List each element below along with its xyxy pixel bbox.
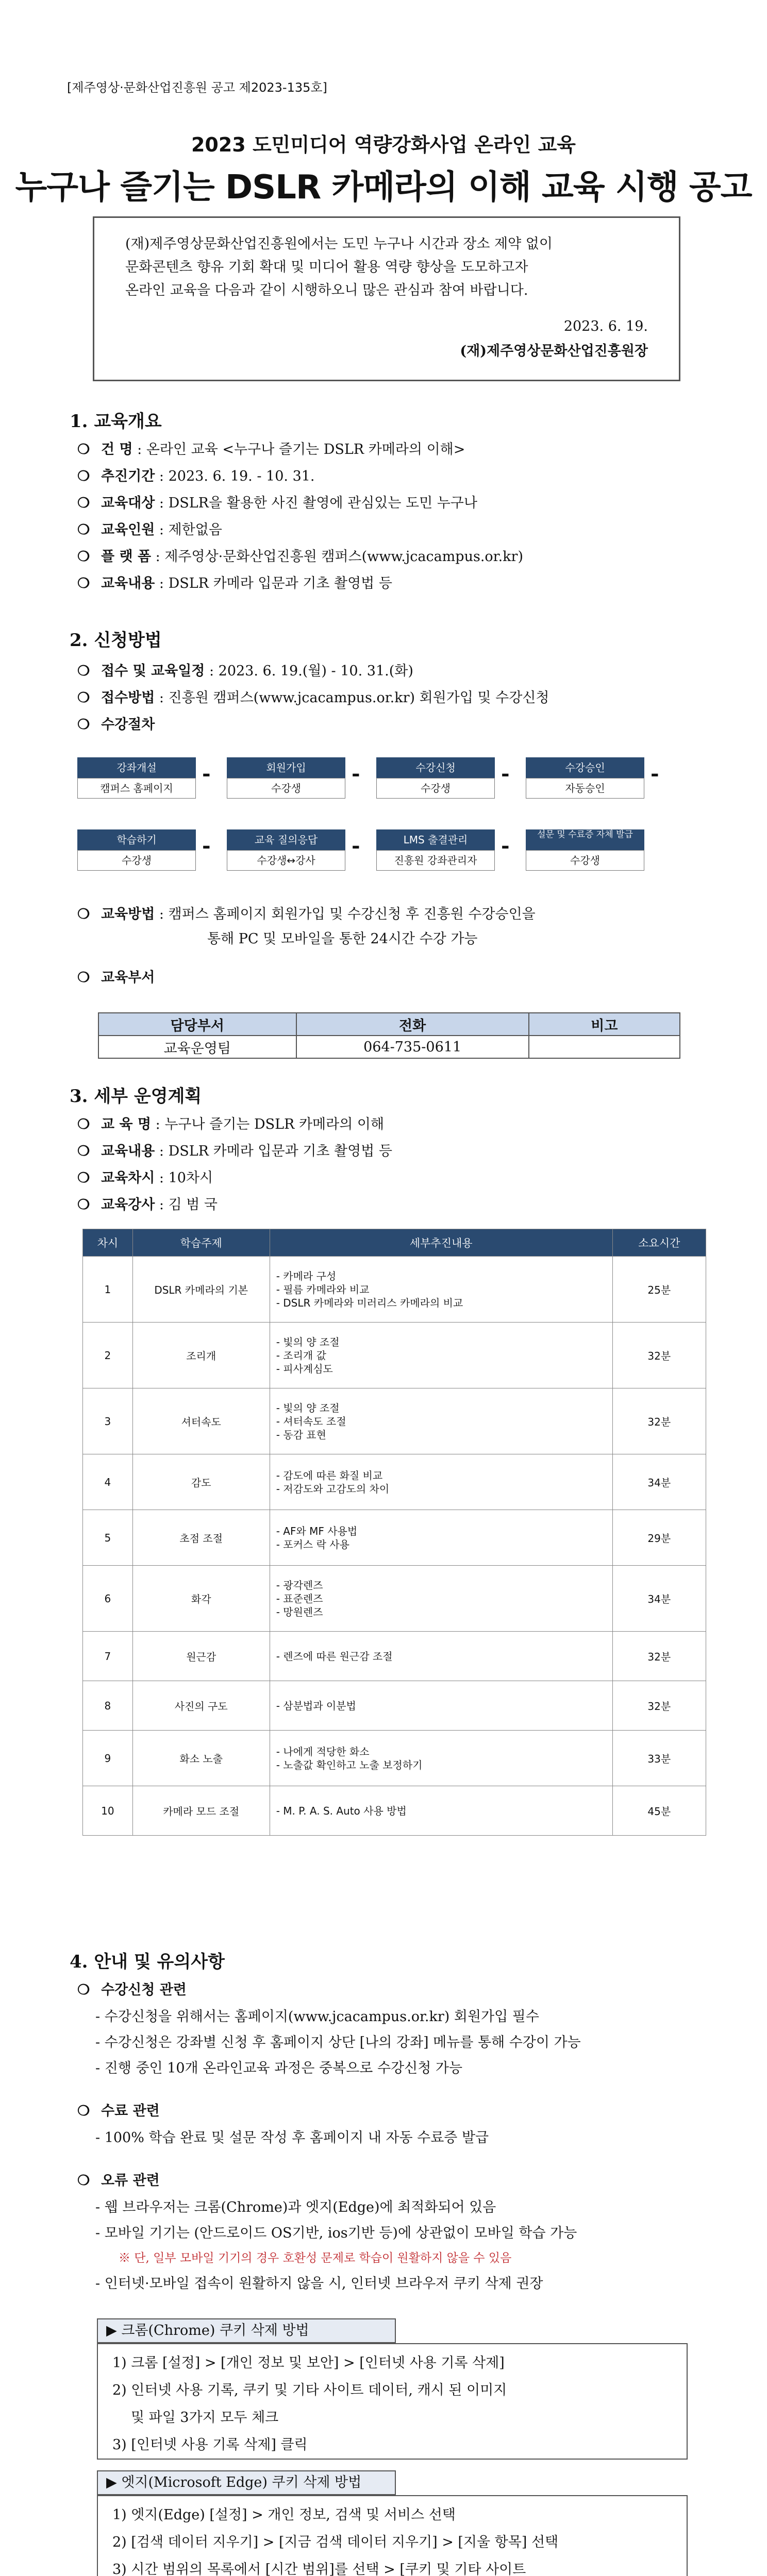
chrome-step: 1) 크롬 [설정] > [개인 정보 및 보안] > [인터넷 사용 기록 삭제] (112, 2355, 505, 2371)
flow-step-sub: 캠퍼스 홈페이지 (77, 778, 196, 799)
curriculum-no: 7 (83, 1632, 133, 1681)
flow-step-sub: 수강생 (526, 850, 644, 871)
flow-step-head: 학습하기 (77, 829, 196, 850)
s3-item (77, 1166, 213, 1187)
curriculum-detail-line: - 필름 카메라와 비교 (276, 1283, 370, 1296)
bullet-icon: ❍ (77, 549, 90, 565)
chrome-step: 및 파일 3가지 모두 체크 (131, 2410, 279, 2426)
curriculum-detail-line: - AF와 MF 사용법 (276, 1524, 358, 1537)
curriculum-row (83, 1681, 706, 1731)
s3-item-value: : 10차시 (159, 1170, 213, 1186)
curriculum-row (83, 1388, 706, 1454)
s2-item-label: 접수방법 (101, 690, 155, 706)
curriculum-topic: 조리개 (132, 1323, 270, 1388)
s1-item-label: 교육대상 (101, 495, 155, 511)
s3-item-value: : 누구나 즐기는 DSLR 카메라의 이해 (155, 1116, 385, 1132)
flow-step-sub: 수강생 (227, 778, 345, 799)
s4-line: - 진행 중인 10개 온라인교육 과정은 중복으로 수강신청 가능 (95, 2060, 463, 2076)
flow-arrow-icon: - (352, 834, 360, 858)
bullet-icon: ❍ (77, 468, 90, 484)
curriculum-no: 5 (83, 1510, 133, 1566)
s1-item (77, 545, 523, 565)
curriculum-details (270, 1632, 612, 1681)
s4-line: - 100% 학습 완료 및 설문 작성 후 홈페이지 내 자동 수료증 발급 (95, 2130, 489, 2146)
bullet-icon: ❍ (77, 1116, 90, 1132)
s1-item-label: 추진기간 (101, 468, 155, 484)
s4-line: - 수강신청을 위해서는 홈페이지(www.jcacampus.or.kr) 회원가입 필수 (95, 2009, 539, 2025)
s1-item (77, 492, 477, 512)
s4-sub-label: 오류 관련 (101, 2173, 160, 2189)
dept-table (98, 1012, 680, 1059)
edge-step: 3) 시간 범위의 목록에서 [시간 범위]를 선택 > [쿠키 및 기타 사이트 (112, 2562, 526, 2576)
s4-sub (77, 1978, 187, 1998)
s4-warning: ※ 단, 일부 모바일 기기의 경우 호환성 문제로 학습이 원활하지 않을 수 있음 (119, 2251, 512, 2265)
curriculum-time: 32분 (612, 1388, 706, 1454)
flow-step-sub: 수강생↔강사 (227, 850, 345, 871)
flow-step-sub: 자동승인 (526, 778, 644, 799)
curriculum-row (83, 1786, 706, 1836)
flow-step-head: LMS 출결관리 (376, 829, 495, 850)
chrome-box-title: ▶ 크롬(Chrome) 쿠키 삭제 방법 (97, 2318, 396, 2343)
s4-line: - 웹 브라우저는 크롬(Chrome)과 엣지(Edge)에 최적화되어 있음 (95, 2199, 496, 2215)
bullet-icon: ❍ (77, 663, 90, 679)
s1-item (77, 572, 392, 592)
flow-step-sub: 수강생 (77, 850, 196, 871)
s1-item-label: 건 명 (101, 442, 133, 457)
s4-sub-label: 수료 관련 (101, 2103, 160, 2119)
bullet-icon: ❍ (77, 522, 90, 538)
bullet-icon: ❍ (77, 2103, 90, 2119)
flow-step-head: 설문 및 수료증 자체 발급 (526, 829, 644, 850)
intro-box (93, 216, 680, 381)
curriculum-topic: 화소 노출 (132, 1731, 270, 1786)
flow-step-head: 회원가입 (227, 757, 345, 778)
curr-header: 차시 (83, 1229, 133, 1257)
bullet-icon: ❍ (77, 690, 90, 706)
s1-item-value: : 2023. 6. 19. - 10. 31. (159, 468, 315, 484)
curriculum-table (82, 1229, 706, 1836)
curr-header: 소요시간 (612, 1229, 706, 1257)
flow-arrow-icon: - (352, 761, 360, 786)
flow-step-sub: 진흥원 강좌관리자 (376, 850, 495, 871)
intro-date: 2023. 6. 19. (563, 318, 648, 334)
edge-step: 1) 엣지(Edge) [설정] > 개인 정보, 검색 및 서비스 선택 (112, 2507, 456, 2523)
curriculum-detail-line: - 조리개 값 (276, 1349, 326, 1362)
curriculum-detail-line: - 포커스 락 사용 (276, 1538, 349, 1551)
curriculum-time: 45분 (612, 1786, 706, 1836)
curriculum-details (270, 1510, 612, 1566)
notice-title: 누구나 즐기는 DSLR 카메라의 이해 교육 시행 공고 (15, 168, 752, 207)
curriculum-detail-line: - DSLR 카메라와 미러리스 카메라의 비교 (276, 1296, 463, 1309)
dept-cell: 064-735-0611 (296, 1036, 529, 1058)
curriculum-no: 6 (83, 1566, 133, 1632)
curriculum-time: 32분 (612, 1632, 706, 1681)
s4-sub-label: 수강신청 관련 (101, 1982, 187, 1998)
curriculum-row (83, 1257, 706, 1323)
curriculum-detail-line: - 표준렌즈 (276, 1592, 323, 1605)
bullet-icon: ❍ (77, 906, 90, 922)
curriculum-no: 3 (83, 1388, 133, 1454)
s2-item-label: 접수 및 교육일정 (101, 663, 205, 679)
s2-item (77, 659, 413, 680)
curriculum-no: 9 (83, 1731, 133, 1786)
curriculum-time: 34분 (612, 1454, 706, 1510)
s4-line: - 수강신청은 강좌별 신청 후 홈페이지 상단 [나의 강좌] 메뉴를 통해 수강이 가능 (95, 2035, 581, 2050)
flow-step-head: 교육 질의응답 (227, 829, 345, 850)
s2-method (77, 903, 536, 923)
s1-item (77, 518, 222, 538)
s1-item-value: : DSLR을 활용한 사진 촬영에 관심있는 도민 누구나 (159, 495, 477, 511)
bullet-icon: ❍ (77, 575, 90, 591)
chrome-step: 2) 인터넷 사용 기록, 쿠키 및 기타 사이트 데이터, 캐시 된 이미지 (112, 2382, 507, 2398)
s2-item (77, 713, 155, 733)
curriculum-no: 2 (83, 1323, 133, 1388)
s4-line: - 모바일 기기는 (안드로이드 OS기반, ios기반 등)에 상관없이 모바일 학습 가능 (95, 2225, 577, 2241)
bullet-icon: ❍ (77, 717, 90, 733)
s3-item-label: 교 육 명 (101, 1116, 152, 1132)
s1-item (77, 465, 315, 485)
s4-sub (77, 2099, 160, 2120)
curriculum-time: 34분 (612, 1566, 706, 1632)
intro-org: (재)제주영상문화산업진흥원장 (460, 343, 648, 359)
chrome-step: 3) [인터넷 사용 기록 삭제] 클릭 (112, 2437, 308, 2453)
curriculum-details (270, 1786, 612, 1836)
bullet-icon: ❍ (77, 1170, 90, 1186)
flow-arrow-icon: - (651, 761, 659, 786)
curriculum-no: 4 (83, 1454, 133, 1510)
flow-arrow-icon: - (501, 761, 510, 786)
curriculum-details (270, 1566, 612, 1632)
curriculum-detail-line: - 셔터속도 조절 (276, 1415, 346, 1428)
bullet-icon: ❍ (77, 970, 90, 986)
s1-item-value: : 제주영상·문화산업진흥원 캠퍼스(www.jcacampus.or.kr) (155, 549, 523, 565)
curriculum-detail-line: - 피사계심도 (276, 1362, 333, 1375)
curriculum-detail-line: - 감도에 따른 화질 비교 (276, 1469, 383, 1482)
curriculum-topic: 감도 (132, 1454, 270, 1510)
notice-number: [제주영상·문화산업진흥원 공고 제2023-135호] (67, 80, 327, 95)
notice-subtitle: 2023 도민미디어 역량강화사업 온라인 교육 (191, 133, 576, 156)
curriculum-no: 10 (83, 1786, 133, 1836)
s2-item-value: : 2023. 6. 19.(월) - 10. 31.(화) (209, 663, 413, 679)
curriculum-row (83, 1510, 706, 1566)
s1-item-label: 교육내용 (101, 575, 155, 591)
intro-line: 온라인 교육을 다음과 같이 시행하오니 많은 관심과 참여 바랍니다. (125, 282, 528, 298)
curriculum-topic: 원근감 (132, 1632, 270, 1681)
section-3-title: 3. 세부 운영계획 (70, 1086, 202, 1107)
curriculum-row (83, 1323, 706, 1388)
curriculum-time: 32분 (612, 1681, 706, 1731)
curriculum-detail-line: - 저감도와 고감도의 차이 (276, 1482, 390, 1495)
curriculum-row (83, 1632, 706, 1681)
curriculum-row (83, 1566, 706, 1632)
curriculum-row (83, 1731, 706, 1786)
s2-method-value: : 캠퍼스 홈페이지 회원가입 및 수강신청 후 진흥원 수강승인을 (159, 906, 536, 922)
curriculum-detail-line: - 노출값 확인하고 노출 보정하기 (276, 1758, 423, 1771)
dept-header: 비고 (529, 1013, 680, 1036)
s2-method-label: 교육방법 (101, 906, 155, 922)
flow-step-sub: 수강생 (376, 778, 495, 799)
curriculum-details (270, 1454, 612, 1510)
s2-method-line2: 통해 PC 및 모바일을 통한 24시간 수강 가능 (207, 931, 478, 947)
s2-item-label: 수강절차 (101, 717, 155, 733)
section-1-title: 1. 교육개요 (70, 411, 162, 432)
chrome-box (97, 2343, 688, 2460)
curriculum-topic: 사진의 구도 (132, 1681, 270, 1731)
bullet-icon: ❍ (77, 495, 90, 511)
dept-cell (529, 1036, 680, 1058)
intro-line: (재)제주영상문화산업진흥원에서는 도민 누구나 시간과 장소 제약 없이 (125, 236, 553, 252)
s1-item-value: : 온라인 교육 <누구나 즐기는 DSLR 카메라의 이해> (137, 442, 465, 457)
s2-item (77, 686, 549, 706)
curriculum-time: 32분 (612, 1323, 706, 1388)
curriculum-detail-line: - 렌즈에 따른 원근감 조절 (276, 1650, 393, 1663)
curriculum-topic: 셔터속도 (132, 1388, 270, 1454)
curriculum-detail-line: - 삼분법과 이분법 (276, 1699, 356, 1712)
flow-arrow-icon: - (202, 761, 211, 786)
s4-sub (77, 2169, 160, 2189)
s3-item-value: : 김 범 국 (159, 1197, 218, 1213)
s1-item-label: 플 랫 폼 (101, 549, 152, 565)
curriculum-detail-line: - 망원렌즈 (276, 1605, 323, 1618)
curriculum-details (270, 1681, 612, 1731)
s4-line: - 인터넷·모바일 접속이 원활하지 않을 시, 인터넷 브라우저 쿠키 삭제 권장 (95, 2276, 543, 2292)
s3-item (77, 1193, 218, 1213)
s3-item-label: 교육내용 (101, 1143, 155, 1159)
curriculum-no: 1 (83, 1257, 133, 1323)
curriculum-details (270, 1388, 612, 1454)
s3-item-label: 교육강사 (101, 1197, 155, 1213)
curriculum-details (270, 1257, 612, 1323)
edge-step: 2) [검색 데이터 지우기] > [지금 검색 데이터 지우기] > [지울 항목] 선택 (112, 2534, 559, 2550)
bullet-icon: ❍ (77, 1982, 90, 1998)
flow-step-head: 수강신청 (376, 757, 495, 778)
bullet-icon: ❍ (77, 1197, 90, 1213)
s3-item (77, 1140, 392, 1160)
curriculum-detail-line: - 빛의 양 조절 (276, 1401, 340, 1414)
curriculum-time: 29분 (612, 1510, 706, 1566)
flow-step-head: 수강승인 (526, 757, 644, 778)
s1-item-value: : DSLR 카메라 입문과 기초 촬영법 등 (159, 575, 392, 591)
curriculum-time: 25분 (612, 1257, 706, 1323)
curriculum-topic: 카메라 모드 조절 (132, 1786, 270, 1836)
s3-item (77, 1113, 384, 1133)
curr-header: 세부추진내용 (270, 1229, 612, 1257)
section-2-title: 2. 신청방법 (70, 630, 162, 651)
curriculum-detail-line: - M. P. A. S. Auto 사용 방법 (276, 1804, 407, 1817)
intro-line: 문화콘텐츠 향유 기회 확대 및 미디어 활용 역량 향상을 도모하고자 (125, 259, 528, 275)
curriculum-detail-line: - 동감 표현 (276, 1428, 326, 1441)
flow-step-head: 강좌개설 (77, 757, 196, 778)
curriculum-details (270, 1323, 612, 1388)
flow-arrow-icon: - (202, 834, 211, 858)
flow-arrow-icon: - (501, 834, 510, 858)
s2-dept (77, 966, 155, 986)
curriculum-topic: 화각 (132, 1566, 270, 1632)
curriculum-row (83, 1454, 706, 1510)
s1-item (77, 438, 465, 458)
bullet-icon: ❍ (77, 442, 90, 457)
curriculum-time: 33분 (612, 1731, 706, 1786)
curriculum-detail-line: - 나에게 적당한 화소 (276, 1745, 370, 1758)
dept-header: 담당부서 (98, 1013, 296, 1036)
dept-cell: 교육운영팀 (98, 1036, 296, 1058)
curriculum-detail-line: - 카메라 구성 (276, 1269, 337, 1282)
curr-header: 학습주제 (132, 1229, 270, 1257)
edge-box-title: ▶ 엣지(Microsoft Edge) 쿠키 삭제 방법 (97, 2470, 396, 2495)
section-4-title: 4. 안내 및 유의사항 (70, 1952, 225, 1972)
curriculum-topic: DSLR 카메라의 기본 (132, 1257, 270, 1323)
bullet-icon: ❍ (77, 2173, 90, 2189)
s1-item-value: : 제한없음 (159, 522, 222, 538)
s3-item-value: : DSLR 카메라 입문과 기초 촬영법 등 (159, 1143, 392, 1159)
curriculum-details (270, 1731, 612, 1786)
s2-item-value: : 진흥원 캠퍼스(www.jcacampus.or.kr) 회원가입 및 수강신청 (159, 690, 549, 706)
curriculum-detail-line: - 광각렌즈 (276, 1579, 323, 1591)
s1-item-label: 교육인원 (101, 522, 155, 538)
dept-header: 전화 (296, 1013, 529, 1036)
curriculum-detail-line: - 빛의 양 조절 (276, 1335, 340, 1348)
curriculum-topic: 초점 조절 (132, 1510, 270, 1566)
s3-item-label: 교육차시 (101, 1170, 155, 1186)
curriculum-no: 8 (83, 1681, 133, 1731)
edge-box (97, 2495, 688, 2576)
bullet-icon: ❍ (77, 1143, 90, 1159)
s2-dept-label: 교육부서 (101, 970, 155, 986)
